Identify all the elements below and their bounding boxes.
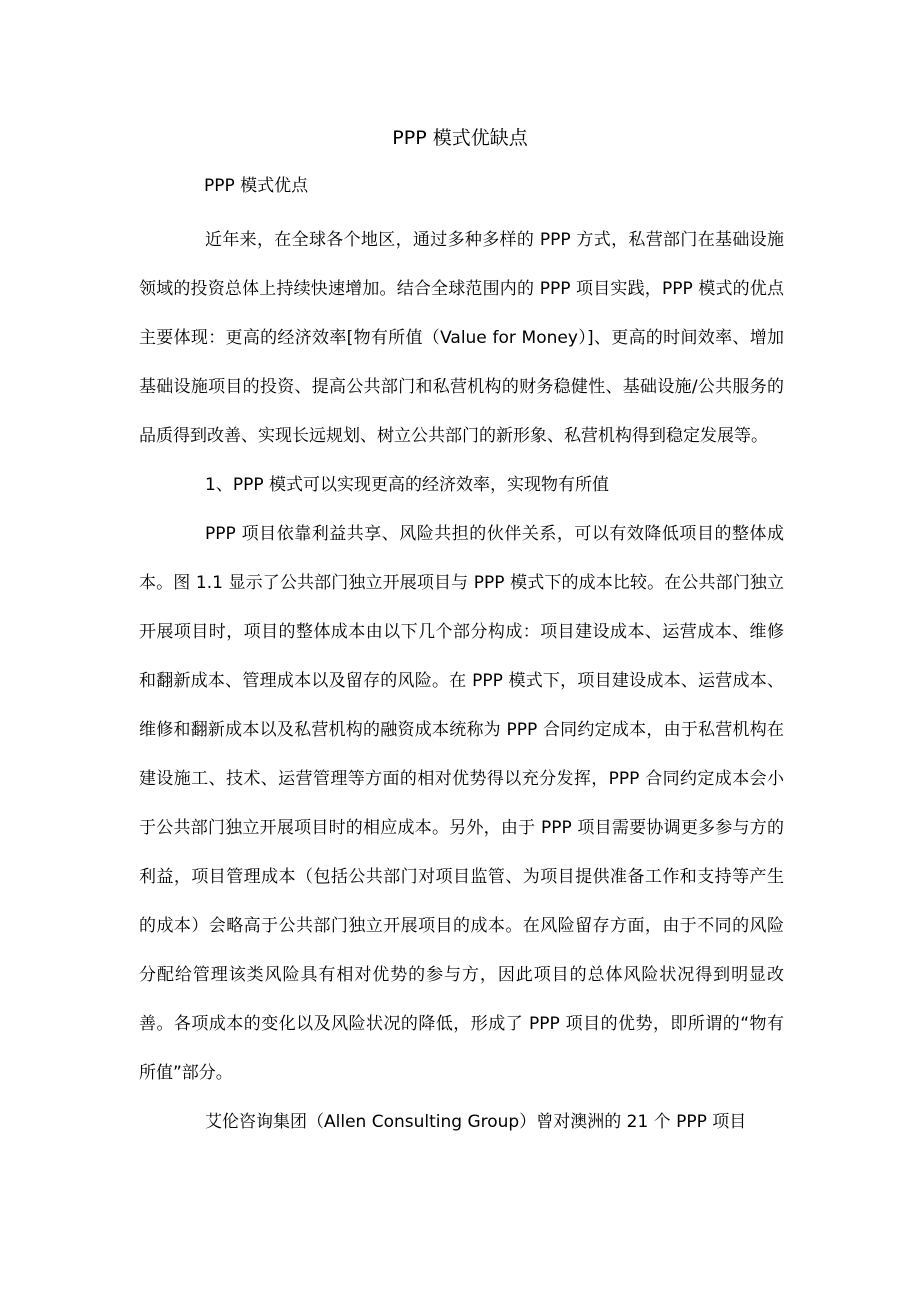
paragraph-intro: 近年来，在全球各个地区，通过多种多样的 PPP 方式，私营部门在基础设施领域的投资总体上持续快速增加。结合全球范围内的 PPP 项目实践，PPP 模式的优点主要体现：更高的经济效率[物有所值（Value for Money）]、更高的时间效率、增加基础设施项目的投资、提高公共部门和私营机构的财务稳健性、基础设施/公共服务的品质得到改善、实现长远规划、树立公共部门的新形象、私营机构得到稳定发展等。 [139,230,784,446]
document-title: PPP 模式优缺点 [392,127,528,149]
paragraph-allen-consulting: 艾伦咨询集团（Allen Consulting Group）曾对澳洲的 21 个 PPP 项目 [205,1112,747,1132]
document-body [139,216,784,1147]
paragraph-point-1-heading: 1、PPP 模式可以实现更高的经济效率，实现物有所值 [205,475,609,495]
section-heading: PPP 模式优点 [204,176,309,196]
paragraph-cost-comparison: PPP 项目依靠利益共享、风险共担的伙伴关系，可以有效降低项目的整体成本。图 1.1 显示了公共部门独立开展项目与 PPP 模式下的成本比较。在公共部门独立开展项目时，项目的整体成本由以下几个部分构成：项目建设成本、运营成本、维修和翻新成本、管理成本以及留存的风险。在 PPP 模式下，项目建设成本、运营成本、维修和翻新成本以及私营机构的融资成本统称为 PPP 合同约定成本，由于私营机构在建设施工、技术、运营管理等方面的相对优势得以充分发挥，PPP 合同约定成本会小于公共部门独立开展项目时的相应成本。另外，由于 PPP 项目需要协调更多参与方的利益，项目管理成本（包括公共部门对项目监管、为项目提供准备工作和支持等产生的成本）会略高于公共部门独立开展项目的成本。在风险留存方面，由于不同的风险分配给管理该类风险具有相对优势的参与方，因此项目的总体风险状况得到明显改善。各项成本的变化以及风险状况的降低，形成了 PPP 项目的优势，即所谓的“物有所值”部分。 [139,524,784,1083]
